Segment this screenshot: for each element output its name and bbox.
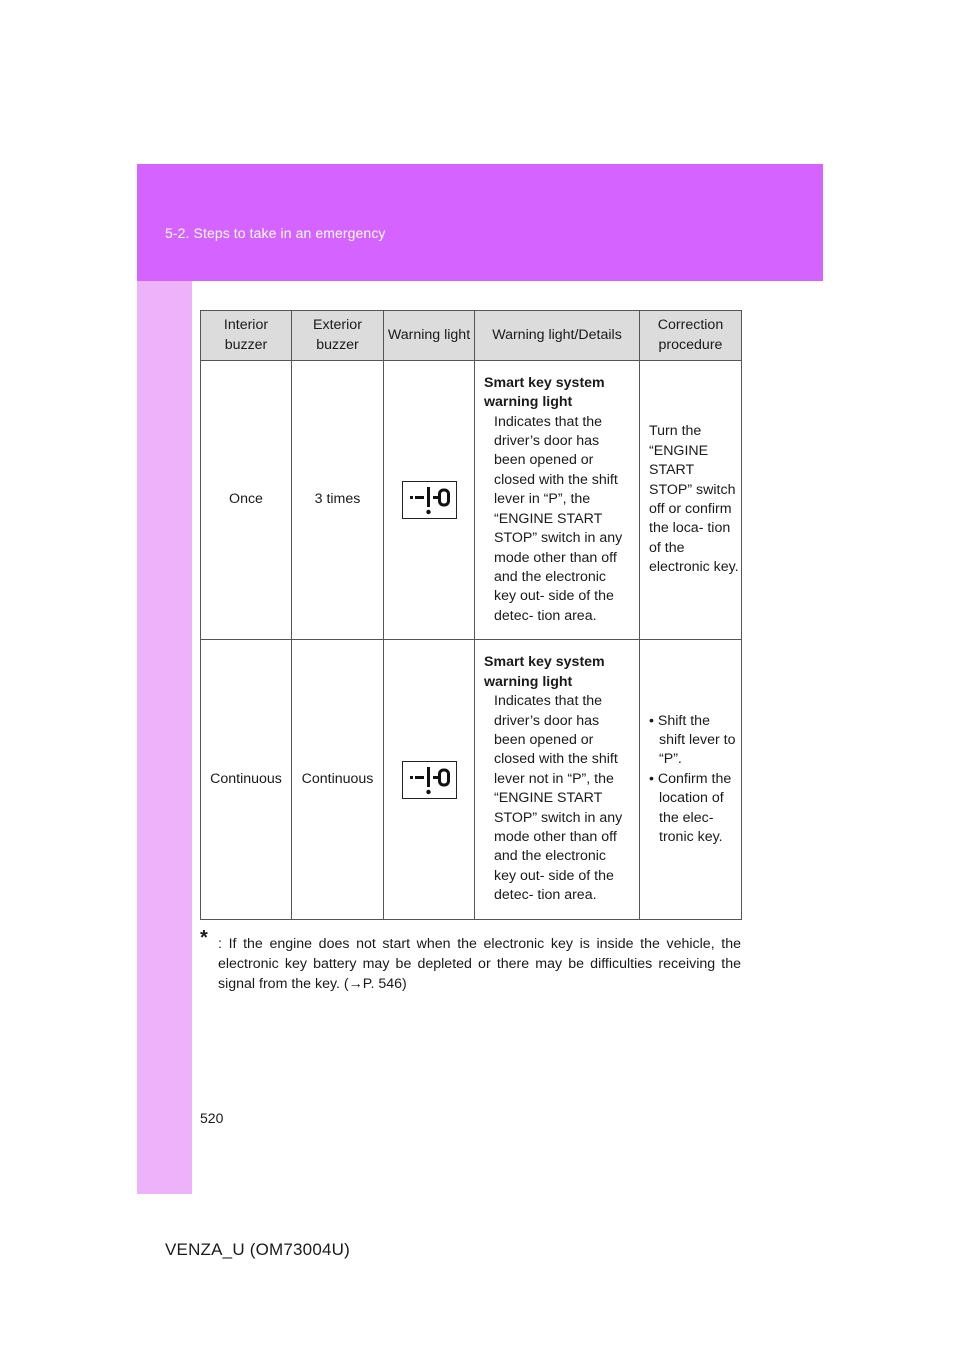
- correction-item: • Confirm the location of the elec- tronic key.: [649, 770, 732, 846]
- table-row: [201, 361, 742, 640]
- correction-cell: [640, 640, 742, 920]
- detail-title: Smart key system warning light: [484, 374, 605, 411]
- table-row: [201, 640, 742, 920]
- footnote: [200, 927, 741, 994]
- col-exterior-buzzer: Exterior buzzer: [292, 311, 384, 361]
- smart-key-system-warning-icon: [402, 481, 457, 519]
- interior-buzzer-cell: Continuous: [201, 640, 292, 920]
- col-warning-details: Warning light/Details: [475, 311, 640, 361]
- table-header-row: [201, 311, 742, 361]
- detail-text: Indicates that the driver’s door has been opened or closed with the shift lever not in “P”, the “ENGINE START STOP” switch in any mode other than off and the electronic key out- side of the detec- tion area.: [494, 693, 623, 904]
- footnote-text: : If the engine does not start when the electronic key is inside the vehicle, the electronic key battery may be depleted or there may be difficulties receiving the signal from the key. (→P. 546): [218, 936, 741, 992]
- section-title: 5-2. Steps to take in an emergency: [165, 225, 386, 241]
- document-code: VENZA_U (OM73004U): [165, 1240, 350, 1259]
- detail-title: Smart key system warning light: [484, 654, 605, 690]
- col-interior-buzzer: Interior buzzer: [201, 311, 292, 361]
- warning-light-cell: [384, 640, 475, 920]
- smart-key-system-warning-icon: [402, 761, 457, 799]
- exterior-buzzer-cell: 3 times: [292, 361, 384, 640]
- warning-table: [200, 310, 742, 920]
- col-warning-light: Warning light: [384, 311, 475, 361]
- interior-buzzer-cell: Once: [201, 361, 292, 640]
- footnote-mark: *: [200, 927, 208, 949]
- page-number: 520: [200, 1110, 224, 1126]
- correction-cell: Turn the “ENGINE START STOP” switch off or confirm the loca- tion of the electronic key.: [640, 361, 742, 640]
- exterior-buzzer-cell: Continuous: [292, 640, 384, 920]
- warning-details-cell: [475, 361, 640, 640]
- correction-item: • Shift the shift lever to “P”.: [649, 712, 736, 768]
- warning-light-cell: [384, 361, 475, 640]
- side-tab-band: [137, 164, 192, 1194]
- detail-text: Indicates that the driver’s door has been opened or closed with the shift lever in “P”, the “ENGINE START STOP” switch in any mode other than off and the electronic key out- side of the detec- tion area.: [494, 413, 623, 624]
- header-band: [137, 164, 823, 281]
- col-correction-procedure: Correction procedure: [640, 311, 742, 361]
- warning-details-cell: [475, 640, 640, 920]
